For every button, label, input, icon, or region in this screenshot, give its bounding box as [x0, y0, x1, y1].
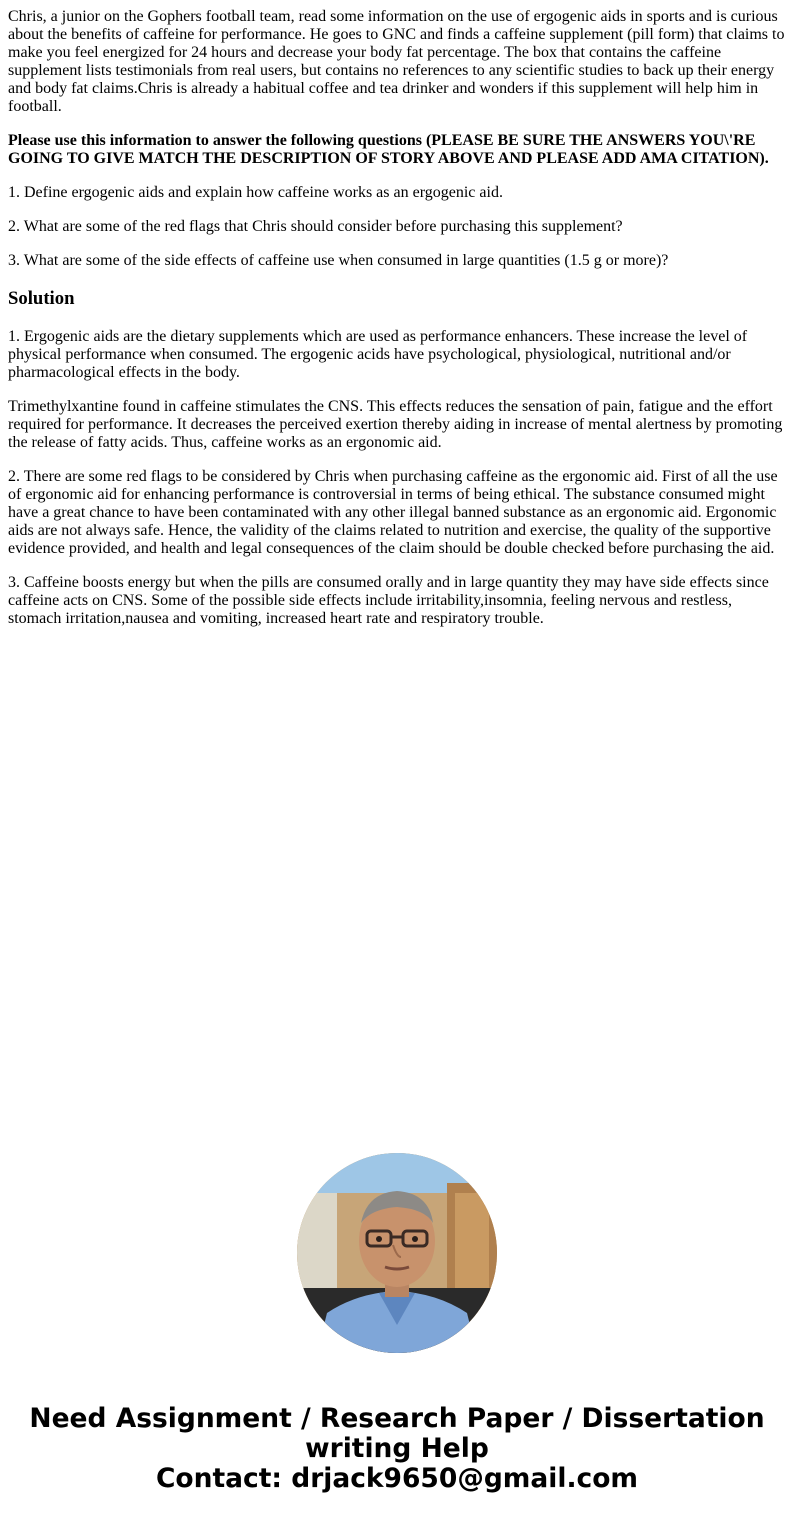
promo-contact: Contact: drjack9650@gmail.com [155, 1463, 639, 1494]
solution-paragraph-2: Trimethylxantine found in caffeine stimulates the CNS. This effects reduces the sensation of pain, fatigue and the effort required for performance. It decreases the perceived exertion thereby aiding in increase of mental alertness by promoting the release of fatty acids. Thus, caffeine works as an ergonomic aid. [8, 398, 783, 451]
question-item-3: 3. What are some of the side effects of caffeine use when consumed in large quantities (1.5 g or more)? [8, 252, 669, 269]
solution-paragraph-3: 2. There are some red flags to be considered by Chris when purchasing caffeine as the ergonomic aid. First of all the use of ergonomic aid for enhancing performance is controversial in terms of being ethical. The substance consumed might have a great chance to have been contaminated with any other illegal banned substance as an ergonomic aid. Ergonomic aids are not always safe. Hence, the validity of the claims related to nutrition and exercise, the quality of the supportive evidence provided, and health and legal consequences of the claim should be double checked before purchasing the aid. [8, 468, 778, 557]
question-item-2: 2. What are some of the red flags that Chris should consider before purchasing this supplement? [8, 218, 623, 235]
question-item-1: 1. Define ergogenic aids and explain how caffeine works as an ergogenic aid. [8, 184, 503, 201]
promo-line-1: Need Assignment / Research Paper / Dissertation [29, 1403, 765, 1434]
document-body [8, 8, 786, 644]
avatar [297, 1153, 497, 1353]
question-instruction: Please use this information to answer the following questions (PLEASE BE SURE THE ANSWERS YOU\'RE GOING TO GIVE MATCH THE DESCRIPTION OF STORY ABOVE AND PLEASE ADD AMA CITATION). [8, 132, 769, 167]
question-intro: Chris, a junior on the Gophers football team, read some information on the use of ergogenic aids in sports and is curious about the benefits of caffeine for performance. He goes to GNC and finds a caffeine supplement (pill form) that claims to make you feel energized for 24 hours and decrease your body fat percentage. The box that contains the caffeine supplement lists testimonials from real users, but contains no references to any scientific studies to back up their energy and body fat claims.Chris is already a habitual coffee and tea drinker and wonders if this supplement will help him in football. [8, 8, 785, 115]
promo-line-2: writing Help [305, 1433, 489, 1464]
solution-paragraph-4: 3. Caffeine boosts energy but when the pills are consumed orally and in large quantity they may have side effects since caffeine acts on CNS. Some of the possible side effects include irritability,insomnia, feeling nervous and restless, stomach irritation,nausea and vomiting, increased heart rate and respiratory trouble. [8, 574, 769, 627]
promo-banner [0, 1404, 794, 1494]
solution-heading: Solution [8, 288, 75, 309]
person-portrait-icon [297, 1153, 497, 1353]
solution-paragraph-1: 1. Ergogenic aids are the dietary supplements which are used as performance enhancers. These increase the level of physical performance when consumed. The ergogenic acids have psychological, physiological, nutritional and/or pharmacological effects in the body. [8, 328, 748, 381]
